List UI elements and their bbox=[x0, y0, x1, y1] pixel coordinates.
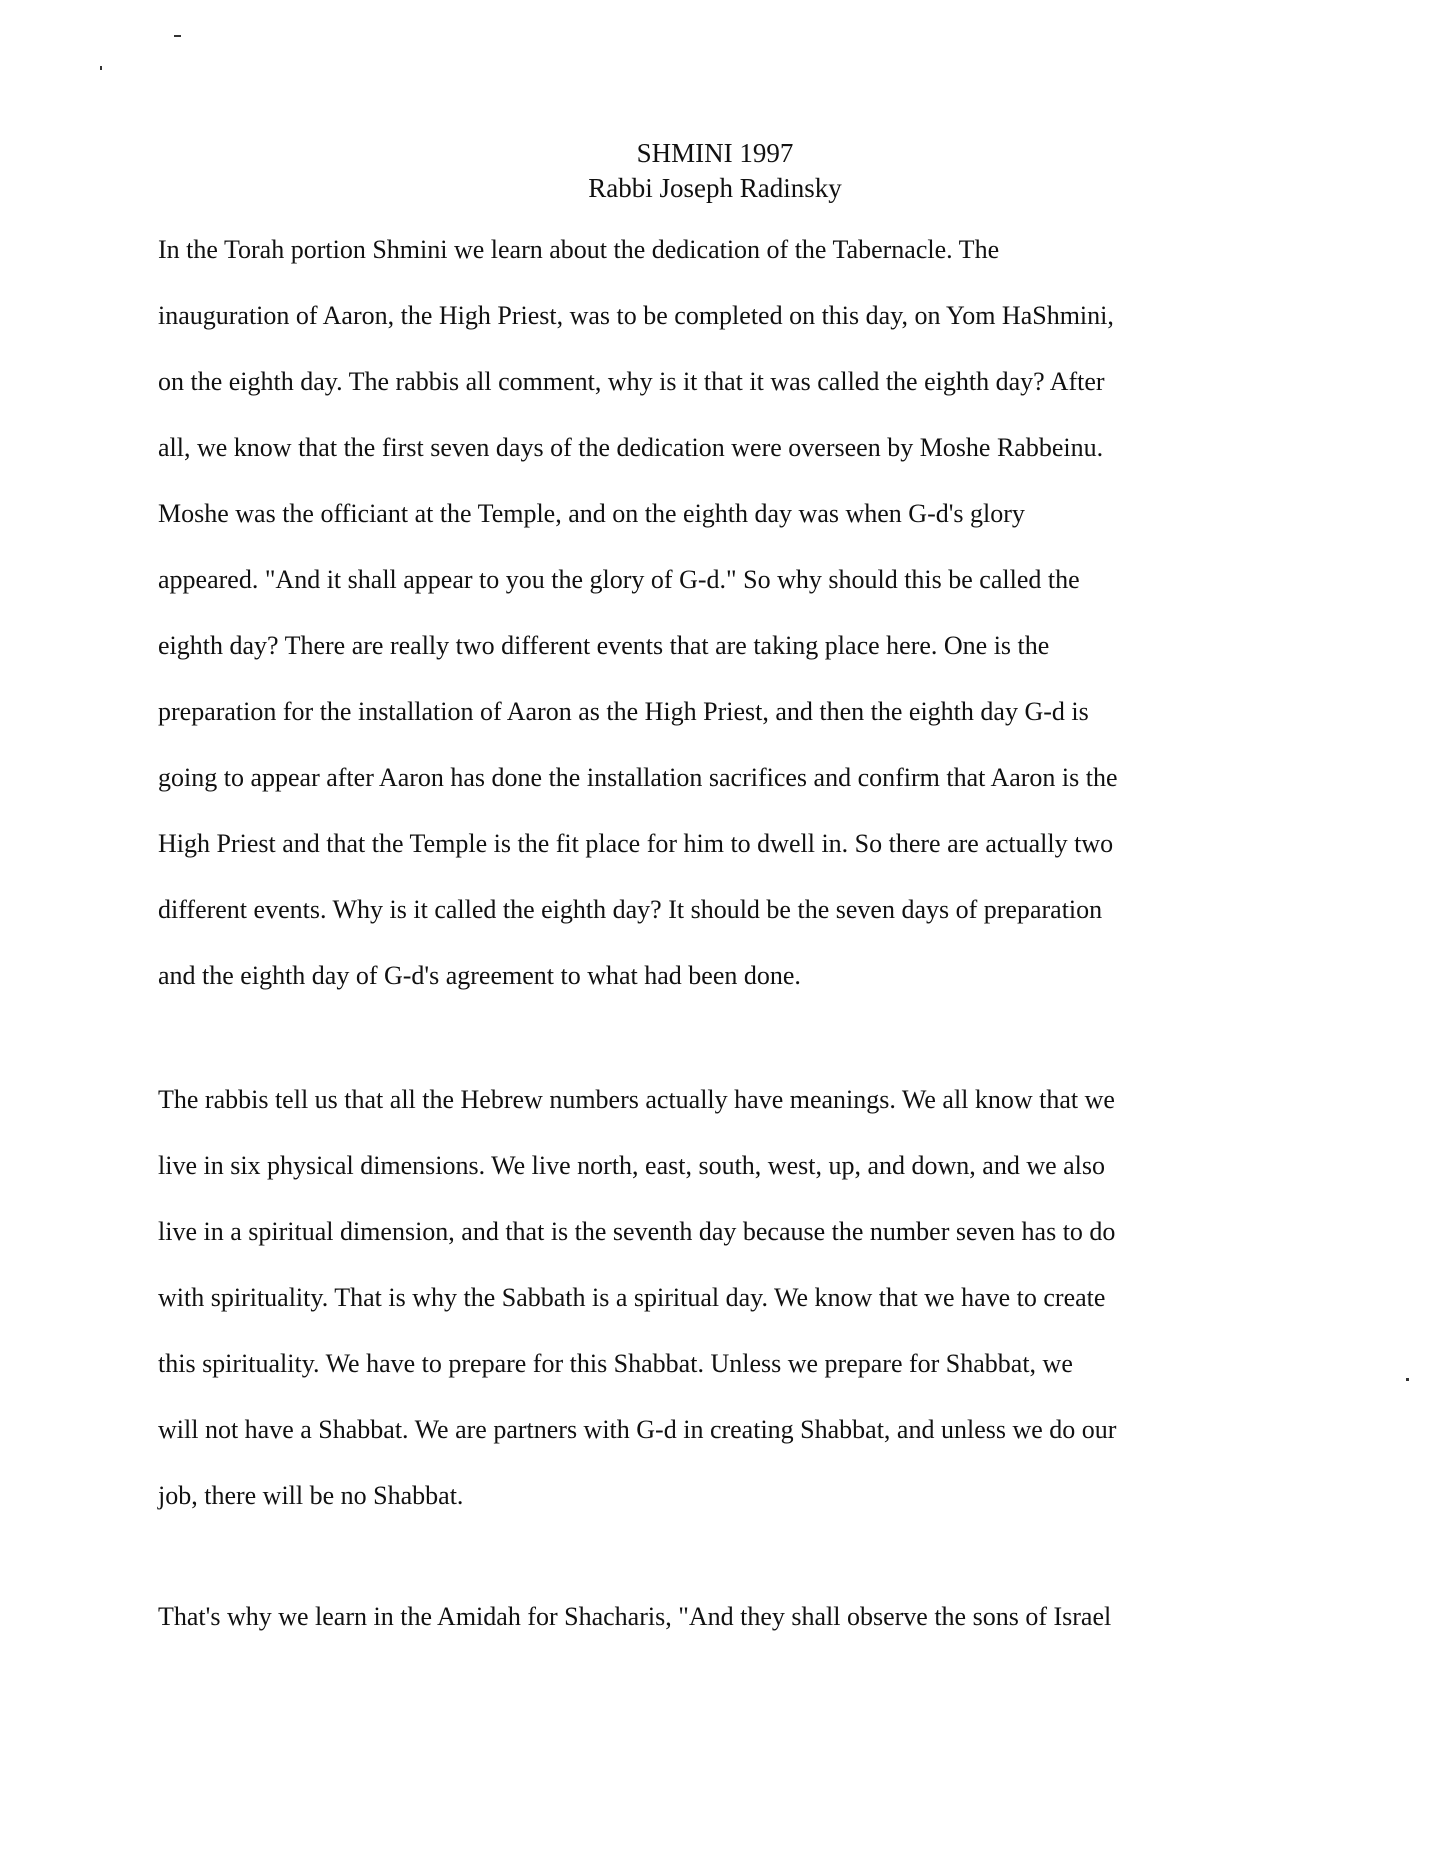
scan-speck bbox=[174, 35, 181, 37]
scan-speck bbox=[100, 66, 102, 70]
text-line: In the Torah portion Shmini we learn about the dedication of the Tabernacle. The bbox=[158, 235, 1000, 264]
text-line: going to appear after Aaron has done the installation sacrifices and confirm that Aaron is the bbox=[158, 763, 1118, 792]
text-line: and the eighth day of G-d's agreement to what had been done. bbox=[158, 961, 801, 990]
text-line: The rabbis tell us that all the Hebrew numbers actually have meanings. We all know that we bbox=[158, 1085, 1115, 1114]
paragraph-2 bbox=[158, 1083, 1258, 1545]
text-line: all, we know that the first seven days of the dedication were overseen by Moshe Rabbeinu. bbox=[158, 433, 1104, 462]
text-line: Moshe was the officiant at the Temple, and on the eighth day was when G-d's glory bbox=[158, 499, 1025, 528]
document-header bbox=[0, 136, 1430, 206]
text-line: different events. Why is it called the eighth day? It should be the seven days of preparation bbox=[158, 895, 1103, 924]
text-line: That's why we learn in the Amidah for Shacharis, "And they shall observe the sons of Israel bbox=[158, 1602, 1112, 1631]
text-line: on the eighth day. The rabbis all comment, why is it that it was called the eighth day? After bbox=[158, 367, 1105, 396]
paragraph-1 bbox=[158, 233, 1258, 1025]
text-line: live in a spiritual dimension, and that is the seventh day because the number seven has to do bbox=[158, 1217, 1116, 1246]
document-author: Rabbi Joseph Radinsky bbox=[588, 173, 842, 203]
text-line: appeared. "And it shall appear to you the glory of G-d." So why should this be called the bbox=[158, 565, 1080, 594]
text-line: High Priest and that the Temple is the fit place for him to dwell in. So there are actually two bbox=[158, 829, 1114, 858]
text-line: live in six physical dimensions. We live north, east, south, west, up, and down, and we also bbox=[158, 1151, 1106, 1180]
text-line: with spirituality. That is why the Sabbath is a spiritual day. We know that we have to create bbox=[158, 1283, 1106, 1312]
paragraph-3 bbox=[158, 1600, 1258, 1666]
text-line: will not have a Shabbat. We are partners with G-d in creating Shabbat, and unless we do our bbox=[158, 1415, 1117, 1444]
text-line: inauguration of Aaron, the High Priest, was to be completed on this day, on Yom HaShmini, bbox=[158, 301, 1114, 330]
scan-speck bbox=[1406, 1378, 1409, 1381]
text-line: preparation for the installation of Aaron as the High Priest, and then the eighth day G-d is bbox=[158, 697, 1089, 726]
document-title: SHMINI 1997 bbox=[636, 138, 794, 168]
text-line: job, there will be no Shabbat. bbox=[158, 1481, 464, 1510]
text-line: eighth day? There are really two different events that are taking place here. One is the bbox=[158, 631, 1050, 660]
text-line: this spirituality. We have to prepare for this Shabbat. Unless we prepare for Shabbat, we bbox=[158, 1349, 1073, 1378]
